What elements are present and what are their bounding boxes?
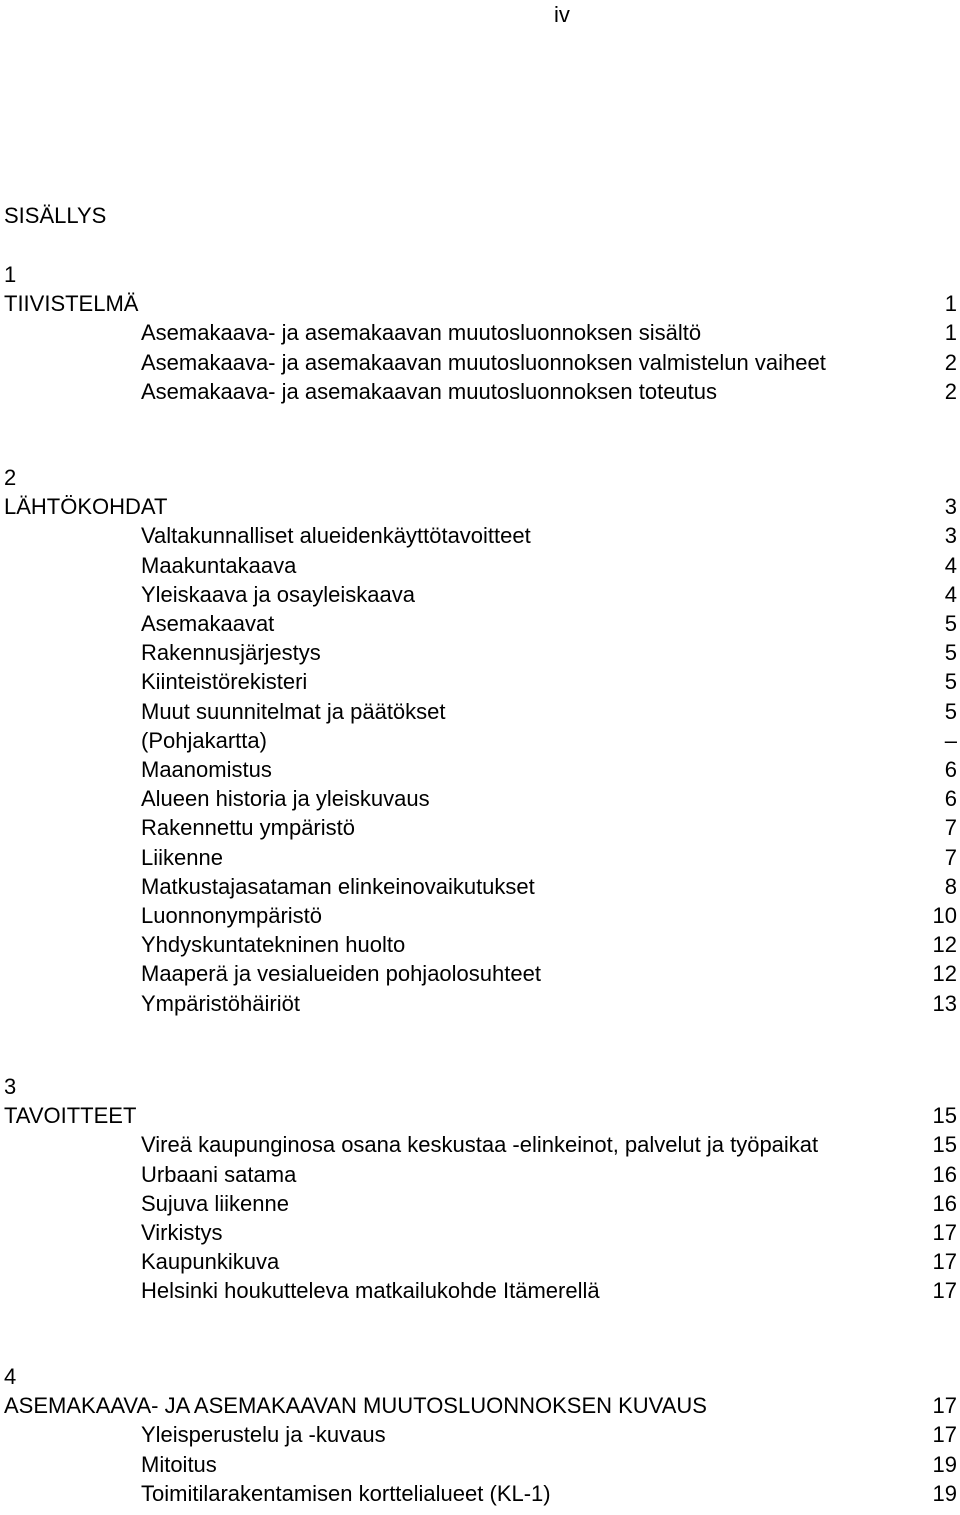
entry-page-number: 3 (944, 523, 957, 548)
entry-title: Toimitilarakentamisen korttelialueet (KL-1) (141, 1481, 551, 1506)
toc-entry-row (0, 1422, 957, 1451)
toc-entry-row (0, 1132, 957, 1161)
entry-title: TAVOITTEET (4, 1103, 137, 1128)
entry-title: Sujuva liikenne (141, 1191, 289, 1216)
toc-title: SISÄLLYS (4, 203, 107, 228)
entry-page-number: 1 (944, 291, 957, 316)
entry-title: Kaupunkikuva (141, 1249, 280, 1274)
toc-entry-row (0, 523, 957, 552)
entry-page-number: 15 (932, 1103, 957, 1128)
entry-page-number: 17 (932, 1278, 957, 1303)
toc-entry-row (0, 379, 957, 408)
entry-title: Valtakunnalliset alueidenkäyttötavoitteet (141, 523, 531, 548)
entry-page-number: 5 (944, 699, 957, 724)
section-heading-row (0, 1103, 957, 1132)
entry-page-number: 13 (932, 991, 957, 1016)
entry-title: ASEMAKAAVA- JA ASEMAKAAVAN MUUTOSLUONNOKSEN KUVAUS (4, 1393, 707, 1418)
entry-page-number: 2 (944, 379, 957, 404)
toc-entry-row (0, 1278, 957, 1307)
toc-entry-row (0, 1220, 957, 1249)
entry-page-number: 5 (944, 611, 957, 636)
entry-title: (Pohjakartta) (141, 728, 267, 753)
entry-page-number: 19 (932, 1481, 957, 1506)
section-number: 1 (4, 262, 17, 287)
toc-entry-row (0, 903, 957, 932)
entry-title: Yhdyskuntatekninen huolto (141, 932, 406, 957)
entry-title: Asemakaava- ja asemakaavan muutosluonnoksen sisältö (141, 320, 702, 345)
toc-entry-row (0, 320, 957, 349)
section-number: 2 (4, 465, 17, 490)
entry-title: Yleiskaava ja osayleiskaava (141, 582, 415, 607)
entry-title: Vireä kaupunginosa osana keskustaa -elinkeinot, palvelut ja työpaikat (141, 1132, 819, 1157)
entry-title: Luonnonympäristö (141, 903, 323, 928)
toc-entry-row (0, 611, 957, 640)
section-heading-row (0, 494, 957, 523)
entry-page-number: 16 (932, 1162, 957, 1187)
entry-title: Asemakaavat (141, 611, 275, 636)
toc-entry-row (0, 1481, 957, 1510)
toc-entry-row (0, 1191, 957, 1220)
entry-page-number: 7 (944, 815, 957, 840)
toc-entry-row (0, 728, 957, 757)
entry-page-number: 17 (932, 1422, 957, 1447)
entry-page-number: 5 (944, 669, 957, 694)
entry-title: Alueen historia ja yleiskuvaus (141, 786, 430, 811)
entry-title: Maakuntakaava (141, 553, 297, 578)
entry-page-number: 5 (944, 640, 957, 665)
entry-page-number: 2 (944, 350, 957, 375)
entry-title: Rakennusjärjestys (141, 640, 321, 665)
entry-page-number: 4 (944, 582, 957, 607)
entry-title: Yleisperustelu ja -kuvaus (141, 1422, 386, 1447)
entry-page-number: 17 (932, 1220, 957, 1245)
entry-title: Muut suunnitelmat ja päätökset (141, 699, 446, 724)
entry-title: Ympäristöhäiriöt (141, 991, 300, 1016)
toc-entry-row (0, 757, 957, 786)
entry-page-number: 7 (944, 845, 957, 870)
entry-title: Kiinteistörekisteri (141, 669, 308, 694)
toc-entry-row (0, 350, 957, 379)
entry-page-number: 6 (944, 757, 957, 782)
entry-title: Mitoitus (141, 1452, 217, 1477)
toc-entry-row (0, 845, 957, 874)
toc-entry-row (0, 699, 957, 728)
entry-title: Helsinki houkutteleva matkailukohde Itämerellä (141, 1278, 600, 1303)
toc-entry-row (0, 640, 957, 669)
toc-entry-row (0, 991, 957, 1020)
entry-page-number: 17 (932, 1393, 957, 1418)
entry-title: Matkustajasataman elinkeinovaikutukset (141, 874, 535, 899)
entry-title: Maanomistus (141, 757, 272, 782)
toc-entry-row (0, 874, 957, 903)
entry-page-number: 6 (944, 786, 957, 811)
entry-page-number: 12 (932, 961, 957, 986)
toc-entry-row (0, 786, 957, 815)
entry-title: Asemakaava- ja asemakaavan muutosluonnoksen toteutus (141, 379, 718, 404)
entry-title: Urbaani satama (141, 1162, 297, 1187)
entry-page-number: 8 (944, 874, 957, 899)
entry-page-number: 15 (932, 1132, 957, 1157)
entry-page-number: 17 (932, 1249, 957, 1274)
page-number: iv (554, 2, 570, 27)
toc-entry-row (0, 669, 957, 698)
entry-title: Virkistys (141, 1220, 223, 1245)
entry-page-number: – (944, 728, 957, 753)
toc-entry-row (0, 582, 957, 611)
entry-page-number: 19 (932, 1452, 957, 1477)
toc-entry-row (0, 1249, 957, 1278)
entry-title: Maaperä ja vesialueiden pohjaolosuhteet (141, 961, 541, 986)
entry-title: Liikenne (141, 845, 223, 870)
entry-title: LÄHTÖKOHDAT (4, 494, 168, 519)
section-number: 3 (4, 1074, 17, 1099)
section-number: 4 (4, 1364, 17, 1389)
section-heading-row (0, 1393, 957, 1422)
entry-title: Rakennettu ympäristö (141, 815, 355, 840)
toc-entry-row (0, 932, 957, 961)
toc-entry-row (0, 553, 957, 582)
entry-page-number: 3 (944, 494, 957, 519)
toc-entry-row (0, 961, 957, 990)
entry-title: Asemakaava- ja asemakaavan muutosluonnoksen valmistelun vaiheet (141, 350, 826, 375)
entry-page-number: 4 (944, 553, 957, 578)
entry-page-number: 16 (932, 1191, 957, 1216)
toc-entry-row (0, 1452, 957, 1481)
section-heading-row (0, 291, 957, 320)
entry-page-number: 10 (932, 903, 957, 928)
entry-title: TIIVISTELMÄ (4, 291, 139, 316)
entry-page-number: 1 (944, 320, 957, 345)
toc-entry-row (0, 815, 957, 844)
entry-page-number: 12 (932, 932, 957, 957)
toc-entry-row (0, 1162, 957, 1191)
